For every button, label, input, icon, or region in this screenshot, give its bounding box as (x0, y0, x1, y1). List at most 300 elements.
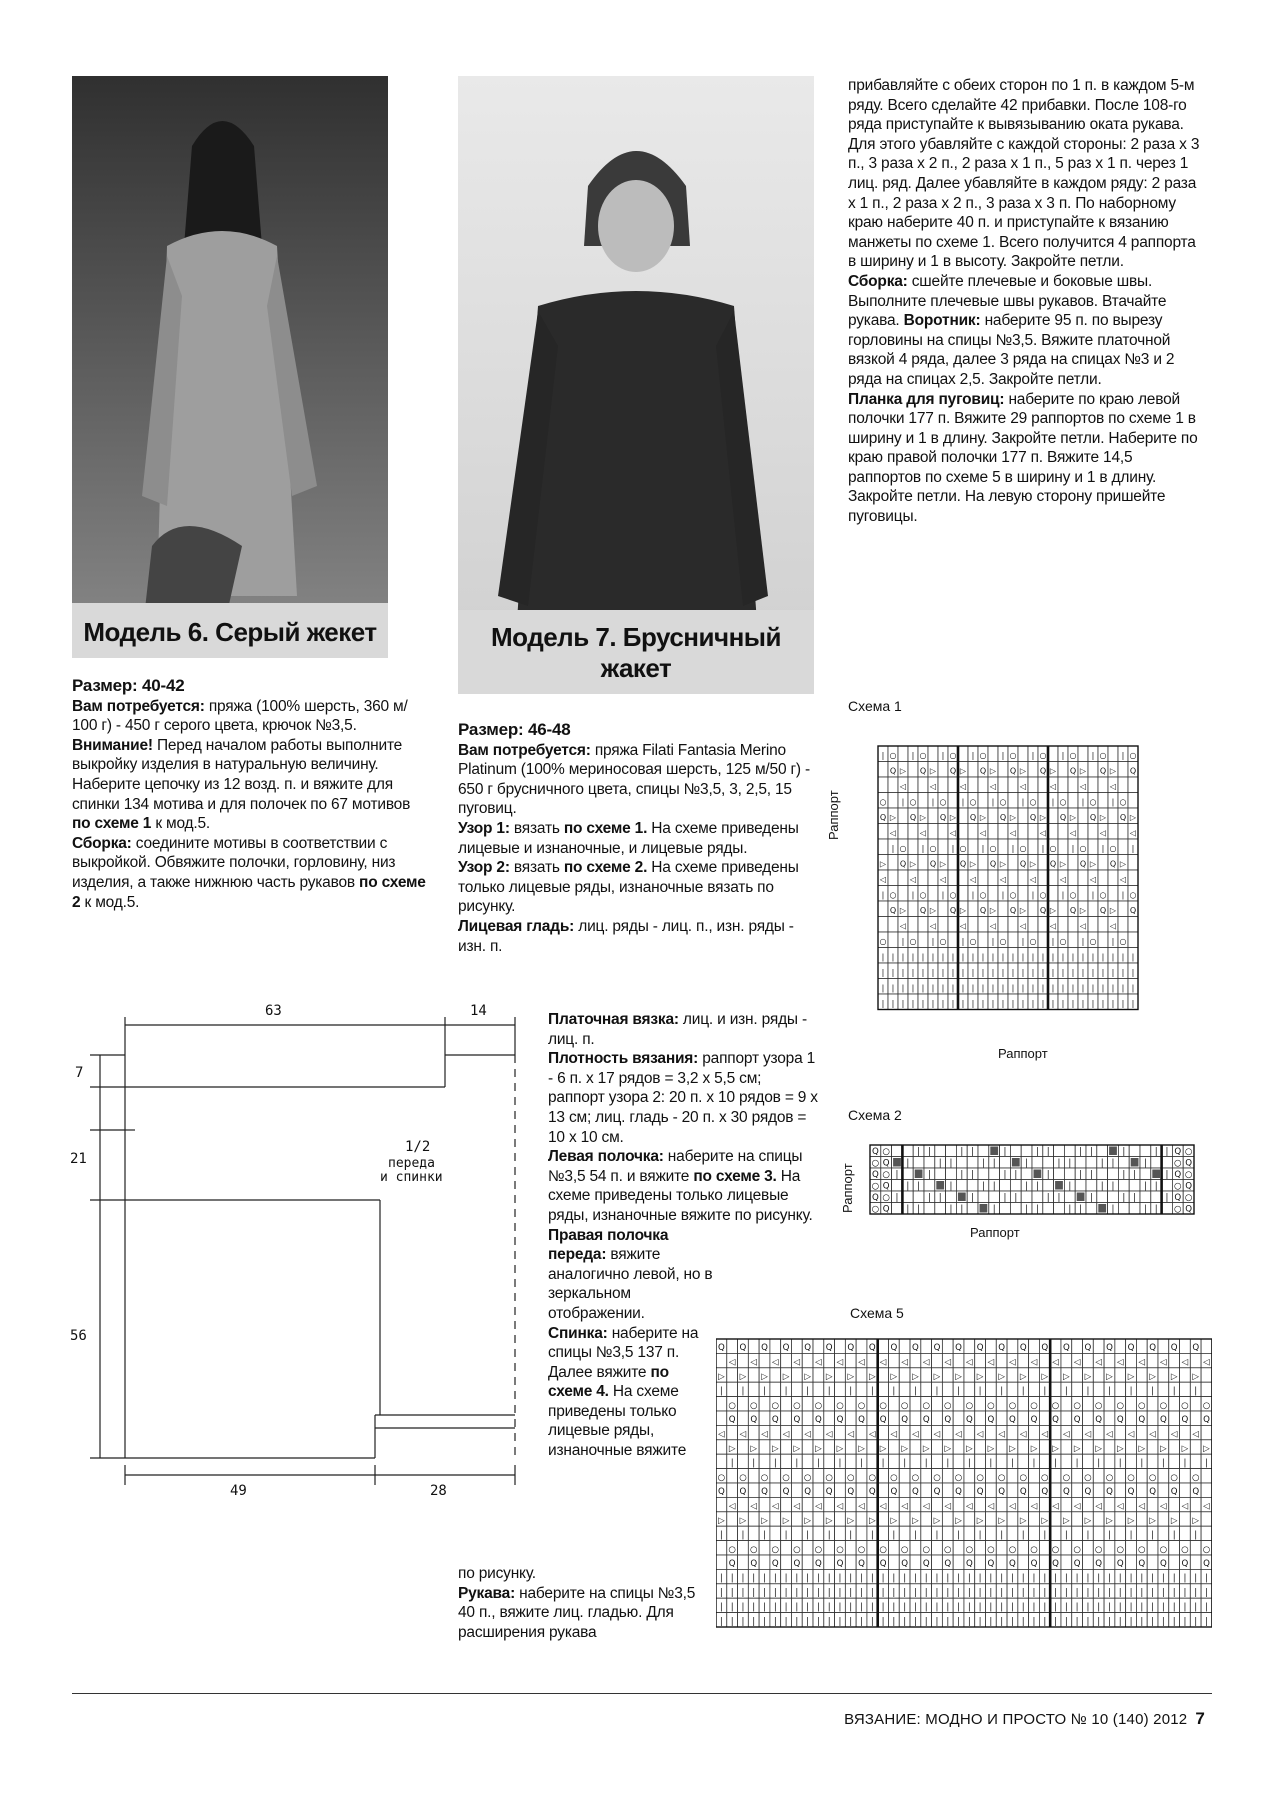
svg-text:◁: ◁ (1160, 1501, 1167, 1512)
svg-text:|: | (806, 1386, 810, 1397)
svg-text:○: ○ (1059, 937, 1067, 947)
svg-text:Q: Q (750, 1559, 758, 1570)
svg-text:▷: ▷ (944, 1444, 952, 1455)
svg-text:|: | (1143, 1158, 1147, 1169)
svg-text:|: | (1165, 1192, 1169, 1203)
svg-text:○: ○ (1202, 1544, 1211, 1555)
svg-text:▷: ▷ (761, 1516, 768, 1527)
svg-text:|: | (917, 1181, 921, 1192)
svg-text:|: | (816, 1458, 820, 1469)
svg-text:○: ○ (889, 890, 897, 900)
svg-text:▷: ▷ (771, 1444, 779, 1455)
svg-text:◁: ◁ (966, 1501, 973, 1512)
svg-text:Q: Q (771, 1415, 779, 1426)
svg-text:|: | (1003, 1146, 1007, 1157)
svg-text:|: | (1108, 1530, 1111, 1541)
svg-text:|: | (992, 1204, 996, 1215)
svg-text:Q: Q (872, 1146, 879, 1157)
svg-text:|: | (1031, 952, 1035, 962)
svg-text:▷: ▷ (825, 1516, 833, 1527)
svg-text:○: ○ (1099, 890, 1107, 900)
svg-text:|: | (1161, 1588, 1165, 1599)
svg-text:○: ○ (825, 1472, 833, 1483)
svg-text:|: | (938, 1158, 942, 1169)
svg-text:|: | (971, 890, 975, 900)
svg-text:|: | (1118, 1616, 1122, 1627)
svg-text:Q: Q (922, 1415, 930, 1426)
svg-text:|: | (892, 1573, 896, 1584)
svg-text:|: | (1043, 1616, 1047, 1627)
svg-text:Q: Q (847, 1343, 855, 1354)
svg-text:◁: ◁ (1095, 1357, 1103, 1368)
svg-text:◁: ◁ (1116, 1357, 1124, 1368)
svg-text:|: | (924, 1616, 928, 1627)
svg-text:Q: Q (901, 1559, 909, 1570)
svg-text:|: | (1161, 1602, 1165, 1613)
svg-text:▷: ▷ (1009, 1444, 1016, 1455)
svg-text:Q: Q (728, 1415, 736, 1426)
svg-text:|: | (1111, 968, 1115, 978)
svg-text:|: | (1086, 1530, 1090, 1541)
svg-text:◁: ◁ (858, 1357, 865, 1368)
svg-text:|: | (1064, 1386, 1068, 1397)
svg-text:|: | (827, 1386, 831, 1397)
svg-text:|: | (784, 1573, 788, 1584)
svg-text:○: ○ (922, 1400, 930, 1411)
svg-text:|: | (773, 1616, 777, 1627)
svg-text:|: | (978, 1530, 982, 1541)
svg-text:◁: ◁ (955, 1429, 962, 1440)
svg-text:◁: ◁ (1009, 1501, 1016, 1512)
svg-text:|: | (1100, 1181, 1104, 1192)
svg-text:|: | (961, 937, 965, 947)
svg-text:○: ○ (949, 890, 957, 900)
svg-text:|: | (1121, 890, 1125, 900)
svg-text:◁: ◁ (1019, 1429, 1027, 1440)
svg-text:|: | (1021, 952, 1025, 962)
svg-text:|: | (881, 983, 885, 993)
svg-text:Q: Q (1138, 1415, 1146, 1426)
svg-text:|: | (1122, 1146, 1126, 1157)
svg-text:▷: ▷ (889, 813, 897, 823)
svg-text:○: ○ (1073, 1400, 1081, 1411)
svg-text:|: | (1000, 1588, 1004, 1599)
svg-text:Q: Q (909, 813, 917, 823)
svg-text:Q: Q (1009, 906, 1017, 916)
svg-text:◁: ◁ (836, 1357, 844, 1368)
svg-text:|: | (1057, 1192, 1061, 1203)
svg-text:|: | (991, 999, 995, 1009)
svg-text:|: | (730, 1602, 734, 1613)
svg-text:Q: Q (1127, 1343, 1135, 1354)
svg-text:○: ○ (1029, 797, 1037, 807)
svg-text:○: ○ (1039, 890, 1047, 900)
svg-text:|: | (924, 1573, 928, 1584)
svg-text:|: | (773, 1602, 777, 1613)
svg-text:|: | (1001, 890, 1005, 900)
schema-1-title: Схема 1 (848, 698, 902, 714)
svg-text:Q: Q (1159, 1559, 1167, 1570)
photo-model-7-caption: Модель 7. Брусничный жакет (458, 610, 814, 694)
svg-text:|: | (1043, 1530, 1047, 1541)
diagram-label-3: и спинки (380, 1170, 443, 1185)
svg-text:|: | (784, 1530, 788, 1541)
svg-text:|: | (1054, 1616, 1058, 1627)
svg-text:|: | (1081, 968, 1085, 978)
svg-text:▷: ▷ (1203, 1444, 1210, 1455)
assembly-7: Сборка: сшейте плечевые и боковые швы. Выполните плечевые швы рукавов. Втачайте рукава. Воротник: наберите 95 п. по вырезу горловины на спицы №3,5. Вяжите платочной вязкой 4 ряда, далее 3 ряда на спицах №3 и 2 ряда на спицах 2,5. Закройте петли. (848, 272, 1175, 388)
svg-text:Q: Q (949, 766, 957, 776)
svg-text:▷: ▷ (989, 906, 997, 916)
svg-text:Q: Q (1129, 766, 1137, 776)
svg-text:|: | (941, 968, 945, 978)
svg-text:▷: ▷ (912, 1516, 919, 1527)
svg-text:○: ○ (871, 1204, 880, 1215)
svg-text:▷: ▷ (966, 1444, 973, 1455)
svg-text:▷: ▷ (836, 1444, 844, 1455)
svg-text:○: ○ (879, 1544, 887, 1555)
svg-text:|: | (1061, 952, 1065, 962)
svg-text:◁: ◁ (1029, 875, 1037, 885)
svg-text:○: ○ (739, 1472, 747, 1483)
svg-text:○: ○ (987, 1400, 995, 1411)
svg-text:○: ○ (890, 1472, 898, 1483)
svg-text:|: | (1081, 999, 1085, 1009)
button-band: Планка для пуговиц: наберите по краю левой полочки 177 п. Вяжите 29 раппортов по схеме 1 в ширину и 1 в длину. Закройте петли. Наберите по краю правой полочки 177 п. Вяжите 14,5 раппортов по схеме 5 в ширину и 1 в длину. Закройте петли. На левую сторону пришейте пуговицы. (848, 390, 1198, 526)
svg-text:◁: ◁ (1109, 782, 1117, 792)
svg-text:|: | (960, 1146, 964, 1157)
svg-text:◁: ◁ (979, 828, 987, 838)
svg-text:○: ○ (1019, 1472, 1027, 1483)
svg-text:|: | (1031, 968, 1035, 978)
svg-text:▷: ▷ (718, 1516, 725, 1527)
svg-text:Q: Q (1174, 1192, 1182, 1203)
svg-text:▷: ▷ (1084, 1372, 1092, 1383)
svg-text:◁: ◁ (987, 1501, 995, 1512)
svg-text:|: | (1064, 1530, 1068, 1541)
svg-text:|: | (1111, 937, 1115, 947)
svg-text:|: | (1097, 1588, 1101, 1599)
svg-text:○: ○ (1129, 751, 1137, 761)
svg-text:Q: Q (1052, 1559, 1059, 1570)
svg-text:|: | (860, 1573, 863, 1584)
svg-text:◁: ◁ (889, 828, 897, 838)
svg-text:|: | (1111, 797, 1115, 807)
svg-text:|: | (971, 968, 975, 978)
svg-text:◁: ◁ (1079, 921, 1087, 931)
svg-text:Q: Q (1174, 1146, 1182, 1157)
svg-text:|: | (941, 952, 945, 962)
svg-text:○: ○ (1029, 937, 1037, 947)
svg-text:|: | (1071, 952, 1075, 962)
svg-text:○: ○ (771, 1400, 780, 1411)
svg-text:◁: ◁ (944, 1501, 952, 1512)
svg-text:○: ○ (1009, 890, 1017, 900)
schema-5-chart (716, 1335, 1212, 1635)
svg-text:|: | (901, 952, 905, 962)
svg-text:|: | (971, 952, 975, 962)
svg-text:Q: Q (1185, 1204, 1192, 1215)
svg-text:|: | (1121, 751, 1125, 761)
dim-bottom-right: 28 (430, 1483, 447, 1499)
svg-text:▷: ▷ (1109, 766, 1117, 776)
svg-text:▷: ▷ (955, 1516, 962, 1527)
svg-text:▷: ▷ (929, 906, 937, 916)
svg-text:▷: ▷ (1049, 906, 1057, 916)
dim-left-21: 21 (70, 1151, 87, 1167)
svg-text:Q: Q (750, 1415, 758, 1426)
svg-text:|: | (1122, 1192, 1126, 1203)
svg-text:▷: ▷ (976, 1372, 984, 1383)
svg-text:○: ○ (969, 797, 977, 807)
dim-top-width: 63 (265, 1003, 282, 1019)
svg-text:▷: ▷ (1170, 1372, 1178, 1383)
svg-text:|: | (773, 1573, 777, 1584)
svg-text:◁: ◁ (825, 1429, 833, 1440)
svg-text:|: | (903, 1458, 907, 1469)
svg-text:|: | (917, 1204, 921, 1215)
svg-text:▷: ▷ (979, 813, 987, 823)
svg-text:◁: ◁ (1069, 828, 1077, 838)
svg-text:|: | (1071, 983, 1075, 993)
svg-text:Q: Q (965, 1415, 973, 1426)
svg-text:|: | (989, 1602, 993, 1613)
svg-text:Q: Q (889, 766, 897, 776)
svg-text:Q: Q (782, 1487, 790, 1498)
svg-text:Q: Q (1041, 1343, 1049, 1354)
svg-text:○: ○ (1170, 1472, 1178, 1483)
svg-text:Q: Q (1059, 813, 1067, 823)
svg-text:Q: Q (1095, 1559, 1103, 1570)
dim-top-right: 14 (470, 1003, 487, 1019)
svg-text:|: | (961, 797, 965, 807)
svg-text:▷: ▷ (987, 1444, 995, 1455)
svg-text:|: | (946, 1602, 950, 1613)
svg-text:|: | (1194, 1573, 1198, 1584)
svg-text:|: | (1101, 844, 1105, 854)
svg-text:|: | (951, 952, 955, 962)
svg-text:◁: ◁ (899, 921, 907, 931)
column-3-text (848, 76, 1204, 527)
svg-text:|: | (892, 1602, 896, 1613)
svg-text:|: | (891, 952, 895, 962)
svg-text:|: | (719, 1588, 723, 1599)
svg-text:|: | (895, 1192, 899, 1203)
svg-text:○: ○ (949, 751, 957, 761)
svg-text:Q: Q (1069, 766, 1077, 776)
svg-text:|: | (773, 1458, 777, 1469)
svg-text:|: | (913, 1616, 917, 1627)
svg-text:|: | (1172, 1386, 1176, 1397)
svg-text:▷: ▷ (1041, 1372, 1049, 1383)
svg-text:|: | (1021, 999, 1025, 1009)
svg-text:|: | (989, 1573, 993, 1584)
svg-text:|: | (1194, 1386, 1198, 1397)
photo-model-6-caption: Модель 6. Серый жекет (72, 603, 388, 658)
svg-text:○: ○ (909, 937, 917, 947)
svg-text:○: ○ (1202, 1400, 1211, 1411)
svg-text:○: ○ (889, 751, 897, 761)
svg-text:▷: ▷ (868, 1372, 876, 1383)
svg-text:◁: ◁ (909, 875, 917, 885)
svg-text:Q: Q (939, 813, 947, 823)
svg-text:|: | (931, 952, 935, 962)
svg-text:|: | (806, 1588, 810, 1599)
svg-text:▷: ▷ (1127, 1516, 1135, 1527)
svg-text:|: | (1041, 983, 1045, 993)
svg-text:○: ○ (965, 1400, 974, 1411)
svg-text:|: | (991, 968, 995, 978)
svg-text:|: | (1140, 1573, 1144, 1584)
svg-text:|: | (961, 983, 965, 993)
svg-text:◁: ◁ (1129, 828, 1137, 838)
svg-text:|: | (957, 1602, 961, 1613)
svg-text:|: | (1054, 1602, 1058, 1613)
svg-text:|: | (881, 890, 885, 900)
svg-text:▷: ▷ (1019, 1516, 1027, 1527)
svg-text:|: | (870, 1616, 874, 1627)
svg-text:◁: ◁ (1063, 1429, 1070, 1440)
svg-text:Q: Q (1009, 1559, 1016, 1570)
svg-text:▷: ▷ (976, 1516, 984, 1527)
svg-text:|: | (881, 1616, 885, 1627)
svg-text:|: | (1118, 1602, 1122, 1613)
svg-text:|: | (1205, 1588, 1208, 1599)
svg-text:|: | (892, 1386, 896, 1397)
schema-5-title: Схема 5 (850, 1305, 904, 1321)
svg-text:|: | (784, 1386, 788, 1397)
diagram-label-1: 1/2 (405, 1139, 431, 1155)
svg-text:|: | (1161, 1573, 1165, 1584)
svg-text:Q: Q (739, 1487, 747, 1498)
svg-text:|: | (935, 1530, 939, 1541)
svg-text:Q: Q (868, 1487, 876, 1498)
svg-text:◁: ◁ (919, 828, 927, 838)
svg-text:|: | (924, 1588, 928, 1599)
svg-text:Q: Q (1174, 1169, 1182, 1180)
svg-text:○: ○ (1049, 844, 1057, 854)
svg-text:○: ○ (771, 1544, 780, 1555)
svg-text:|: | (1035, 1204, 1039, 1215)
svg-text:|: | (1140, 1602, 1144, 1613)
svg-text:|: | (1075, 1588, 1079, 1599)
svg-text:|: | (1131, 968, 1135, 978)
svg-text:Q: Q (1041, 1487, 1049, 1498)
svg-text:|: | (1140, 1616, 1144, 1627)
svg-text:|: | (741, 1530, 745, 1541)
svg-text:|: | (1081, 983, 1085, 993)
svg-text:|: | (881, 751, 885, 761)
svg-text:|: | (1021, 1573, 1025, 1584)
svg-text:|: | (938, 1192, 942, 1203)
svg-text:▷: ▷ (1041, 1516, 1049, 1527)
svg-text:▷: ▷ (1160, 1444, 1167, 1455)
svg-text:▷: ▷ (929, 766, 937, 776)
svg-text:Q: Q (815, 1559, 822, 1570)
svg-text:|: | (1086, 1602, 1090, 1613)
svg-text:|: | (921, 952, 925, 962)
svg-text:|: | (967, 1458, 971, 1469)
svg-text:Q: Q (979, 766, 987, 776)
svg-text:Q: Q (879, 813, 887, 823)
svg-text:|: | (741, 1602, 745, 1613)
svg-text:◁: ◁ (858, 1501, 865, 1512)
svg-text:|: | (981, 968, 985, 978)
svg-text:Q: Q (1127, 1487, 1135, 1498)
svg-text:|: | (849, 1386, 853, 1397)
svg-text:|: | (989, 1616, 993, 1627)
svg-text:|: | (891, 999, 895, 1009)
svg-text:|: | (1097, 1458, 1101, 1469)
svg-text:Q: Q (1009, 1415, 1016, 1426)
svg-text:◁: ◁ (989, 921, 997, 931)
svg-text:Q: Q (717, 1487, 725, 1498)
svg-text:|: | (1054, 1573, 1058, 1584)
svg-text:|: | (773, 1588, 777, 1599)
schema-5 (716, 1335, 1212, 1635)
svg-text:|: | (1064, 1616, 1068, 1627)
svg-text:|: | (881, 1588, 885, 1599)
svg-text:|: | (1091, 952, 1095, 962)
svg-text:|: | (967, 1616, 971, 1627)
svg-text:|: | (1151, 1573, 1155, 1584)
svg-text:|: | (1111, 952, 1115, 962)
svg-text:|: | (870, 1602, 874, 1613)
svg-text:|: | (1183, 1616, 1187, 1627)
svg-text:|: | (1001, 999, 1005, 1009)
svg-text:|: | (946, 1588, 950, 1599)
svg-text:○: ○ (1084, 1472, 1092, 1483)
svg-text:○: ○ (1174, 1181, 1182, 1192)
svg-text:▷: ▷ (761, 1372, 768, 1383)
svg-text:|: | (957, 1616, 961, 1627)
svg-text:|: | (1032, 1616, 1036, 1627)
svg-text:Q: Q (1073, 1415, 1081, 1426)
svg-text:|: | (881, 1458, 885, 1469)
svg-text:○: ○ (1127, 1472, 1135, 1483)
svg-text:|: | (967, 1573, 971, 1584)
svg-text:○: ○ (954, 1472, 963, 1483)
svg-text:|: | (924, 1602, 928, 1613)
svg-text:Q: Q (890, 1343, 898, 1354)
svg-text:Q: Q (1062, 1343, 1070, 1354)
svg-text:▷: ▷ (939, 859, 947, 869)
svg-text:|: | (906, 1181, 910, 1192)
svg-text:|: | (1131, 999, 1135, 1009)
svg-text:|: | (931, 937, 935, 947)
svg-text:|: | (1097, 1602, 1101, 1613)
svg-text:|: | (960, 1204, 964, 1215)
svg-text:|: | (816, 1602, 820, 1613)
svg-text:|: | (1111, 999, 1115, 1009)
svg-text:○: ○ (1119, 797, 1127, 807)
svg-text:○: ○ (911, 1472, 920, 1483)
svg-text:▷: ▷ (922, 1444, 930, 1455)
svg-text:Q: Q (919, 906, 927, 916)
svg-text:|: | (913, 1573, 917, 1584)
svg-text:|: | (1129, 1588, 1133, 1599)
svg-text:Q: Q (882, 1204, 890, 1215)
svg-text:|: | (989, 1458, 993, 1469)
svg-text:|: | (1021, 937, 1025, 947)
schema-1-bottom-label: Раппорт (998, 1046, 1048, 1061)
svg-text:▷: ▷ (815, 1444, 822, 1455)
svg-text:|: | (1111, 983, 1115, 993)
svg-text:|: | (881, 968, 885, 978)
svg-text:|: | (961, 952, 965, 962)
svg-text:|: | (1205, 1602, 1208, 1613)
svg-text:Q: Q (1052, 1415, 1059, 1426)
